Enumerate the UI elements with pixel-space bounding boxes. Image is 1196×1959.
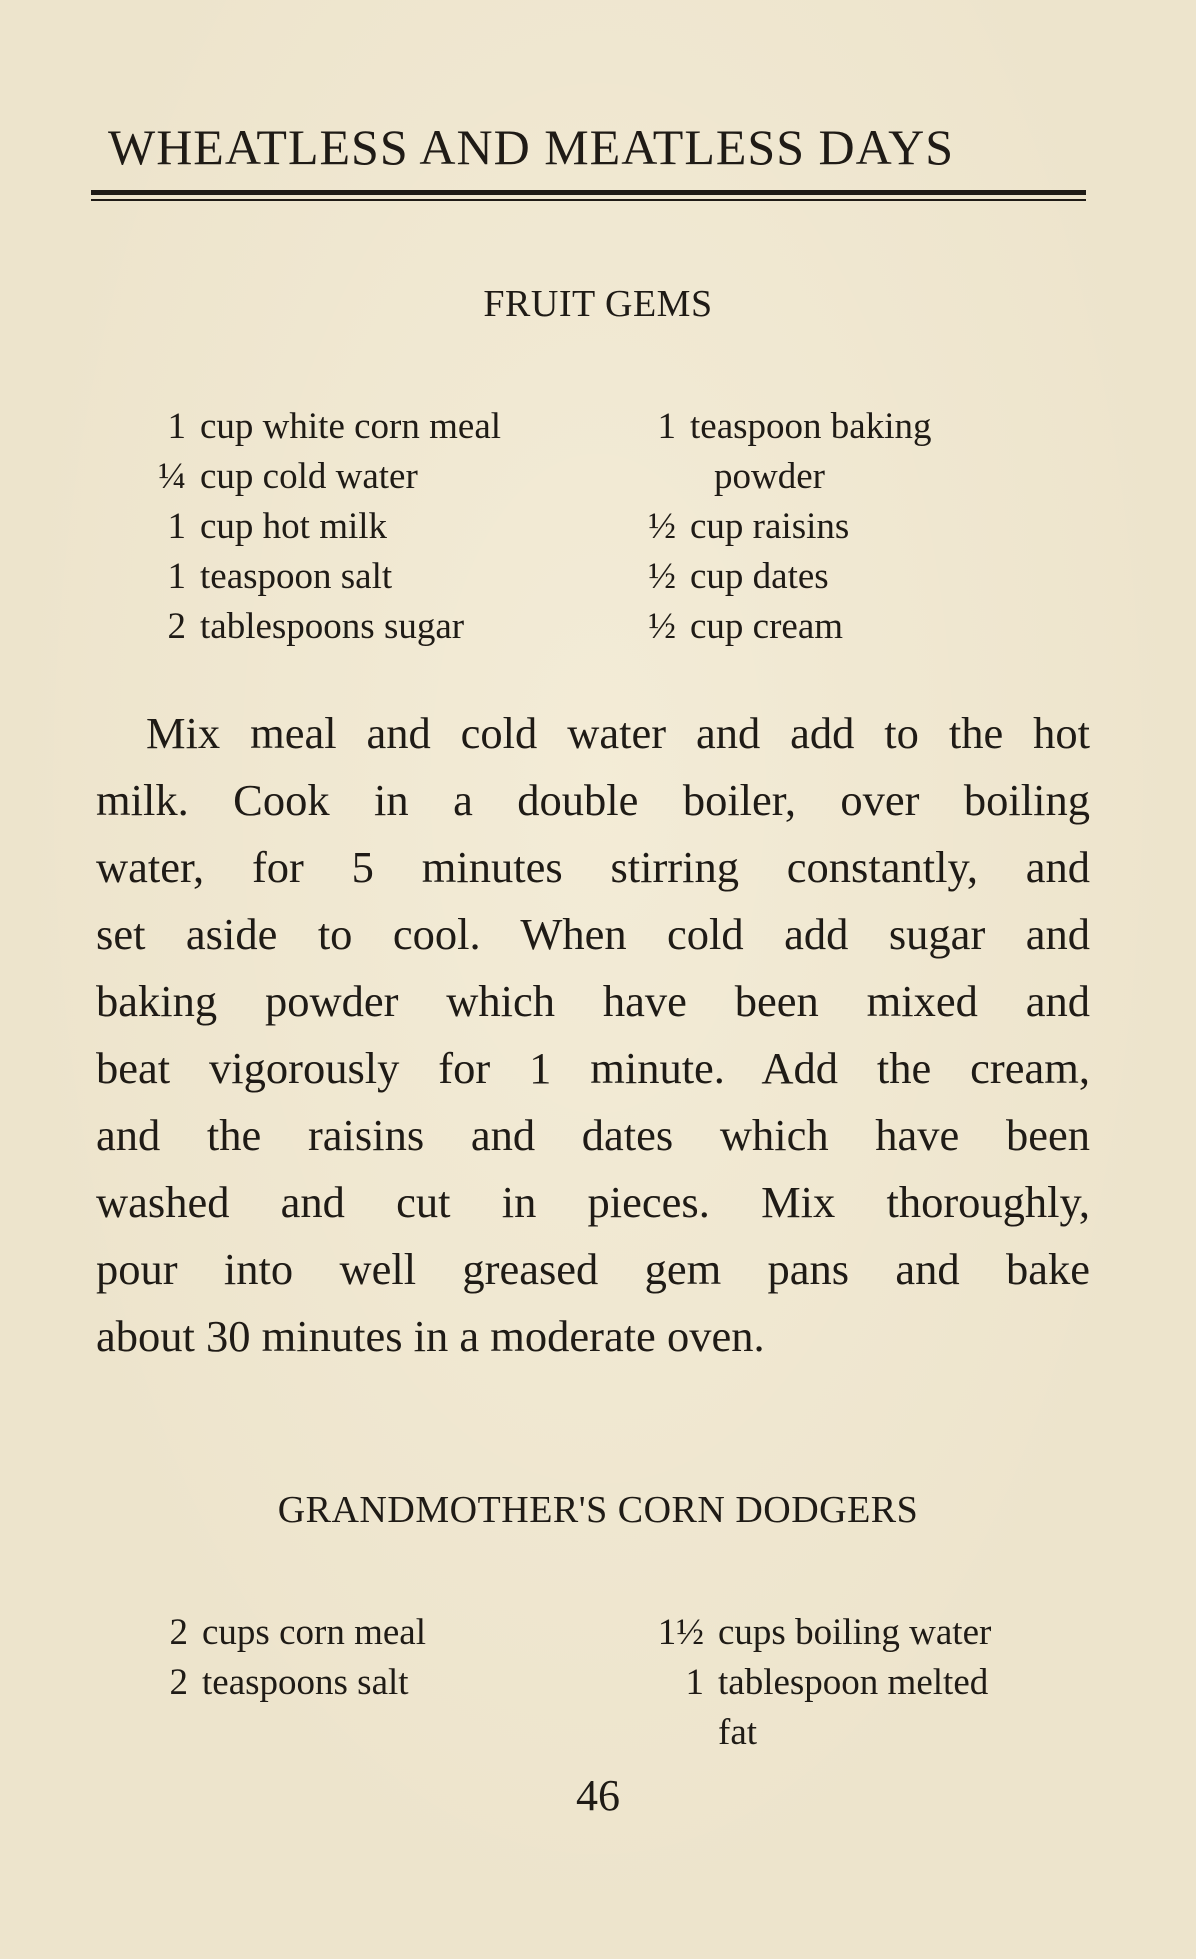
ingredient-text: cup dates <box>690 556 829 597</box>
ingredient-text: cup hot milk <box>200 506 388 547</box>
ingredient-qty: ½ <box>648 556 676 597</box>
ingredient-qty: ½ <box>648 506 676 547</box>
ingredient-text: powder <box>714 456 825 497</box>
ingredient-text: teaspoon baking <box>690 406 932 447</box>
ingredient-qty: 2 <box>169 1612 188 1653</box>
ingredient-text: cups corn meal <box>202 1612 426 1653</box>
ingredient-qty: 1½ <box>657 1612 704 1653</box>
recipe-title-fruit-gems: FRUIT GEMS <box>483 283 713 325</box>
ingredient-qty: 1 <box>685 1662 704 1703</box>
ingredient-item <box>640 552 829 602</box>
directions-line: set aside to cool. When cold add sugar and <box>96 909 1090 959</box>
ingredient-item <box>150 602 464 652</box>
ingredient-text: cup cream <box>690 606 844 647</box>
directions-line: pour into well greased gem pans and bake <box>96 1244 1090 1294</box>
ingredient-item <box>150 1658 409 1708</box>
ingredient-text: teaspoons salt <box>202 1662 409 1703</box>
ingredient-text: cup white corn meal <box>200 406 502 447</box>
ingredient-qty: 2 <box>169 1662 188 1703</box>
ingredient-text: cup raisins <box>690 506 850 547</box>
directions-line: baking powder which have been mixed and <box>96 976 1090 1026</box>
ingredient-text: fat <box>718 1712 758 1753</box>
header-rule-thin <box>91 199 1086 201</box>
directions-line: Mix meal and cold water and add to the hot <box>146 708 1090 758</box>
ingredient-item <box>640 1658 988 1708</box>
recipe-directions <box>96 700 1090 1370</box>
recipe-title-corn-dodgers: GRANDMOTHER'S CORN DODGERS <box>277 1489 919 1531</box>
ingredient-qty: 2 <box>167 606 186 647</box>
ingredient-qty: 1 <box>167 406 186 447</box>
directions-line: water, for 5 minutes stirring constantly, and <box>96 842 1090 892</box>
header-rule-thick <box>91 190 1086 195</box>
ingredient-item <box>150 402 501 452</box>
ingredient-item <box>640 602 843 652</box>
directions-line: milk. Cook in a double boiler, over boiling <box>96 775 1090 825</box>
ingredient-qty: 1 <box>657 406 676 447</box>
directions-line: about 30 minutes in a moderate oven. <box>96 1311 765 1361</box>
ingredient-qty: ½ <box>648 606 676 647</box>
ingredient-item <box>150 552 392 602</box>
ingredient-text: cups boiling water <box>718 1612 992 1653</box>
ingredient-item <box>640 502 849 552</box>
directions-line: washed and cut in pieces. Mix thoroughly, <box>96 1177 1090 1227</box>
ingredient-text: teaspoon salt <box>200 556 393 597</box>
directions-line: beat vigorously for 1 minute. Add the cream, <box>96 1043 1090 1093</box>
page-number: 46 <box>576 1771 620 1820</box>
ingredient-text: cup cold water <box>200 456 418 497</box>
ingredient-item <box>640 1708 757 1758</box>
ingredient-qty: ¼ <box>158 456 186 497</box>
directions-line: and the raisins and dates which have been <box>96 1110 1090 1160</box>
ingredient-item <box>150 502 387 552</box>
ingredient-text: tablespoon melted <box>718 1662 989 1703</box>
ingredient-qty: 1 <box>167 556 186 597</box>
ingredient-item <box>150 452 418 502</box>
ingredient-text: tablespoons sugar <box>200 606 465 647</box>
ingredient-item <box>640 452 825 502</box>
ingredient-item <box>640 1608 991 1658</box>
running-head: WHEATLESS AND MEATLESS DAYS <box>108 119 955 175</box>
ingredient-item <box>640 402 931 452</box>
ingredient-qty: 1 <box>167 506 186 547</box>
ingredient-item <box>150 1608 426 1658</box>
